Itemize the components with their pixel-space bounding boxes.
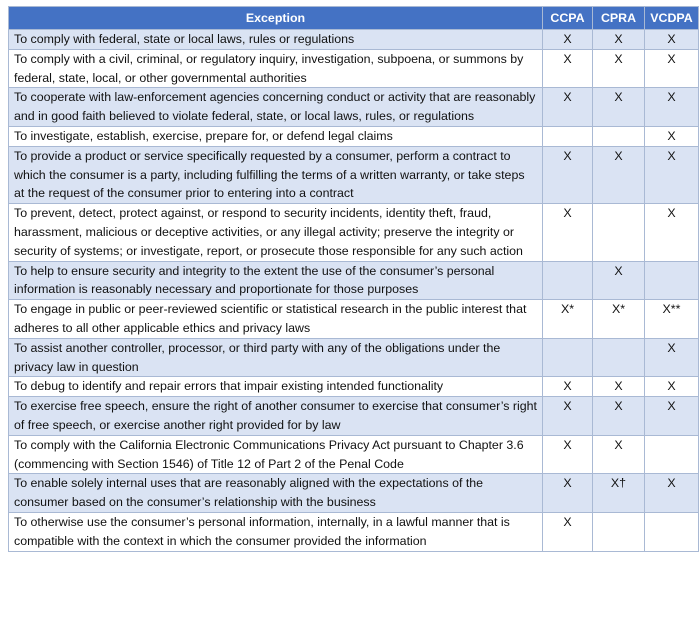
ccpa-cell: X* bbox=[543, 300, 593, 339]
cpra-cell: X bbox=[593, 377, 645, 397]
ccpa-cell: X bbox=[543, 397, 593, 436]
exception-cell: To exercise free speech, ensure the right of another consumer to exercise that consumer’s right of free speech, or exercise another right provided for by law bbox=[9, 397, 543, 436]
cpra-cell: X bbox=[593, 88, 645, 127]
exception-cell: To otherwise use the consumer’s personal information, internally, in a lawful manner that is compatible with the context in which the consumer provided the information bbox=[9, 512, 543, 551]
exception-cell: To assist another controller, processor, or third party with any of the obligations under the privacy law in question bbox=[9, 338, 543, 377]
exception-cell: To comply with a civil, criminal, or regulatory inquiry, investigation, subpoena, or summons by federal, state, local, or other governmental authorities bbox=[9, 49, 543, 88]
ccpa-cell: X bbox=[543, 88, 593, 127]
table-row bbox=[9, 377, 699, 397]
ccpa-cell: X bbox=[543, 474, 593, 513]
table-row bbox=[9, 126, 699, 146]
table-row bbox=[9, 49, 699, 88]
table-row bbox=[9, 397, 699, 436]
ccpa-cell bbox=[543, 261, 593, 300]
header-ccpa: CCPA bbox=[543, 7, 593, 30]
exception-cell: To investigate, establish, exercise, prepare for, or defend legal claims bbox=[9, 126, 543, 146]
table-row bbox=[9, 88, 699, 127]
cpra-cell bbox=[593, 338, 645, 377]
cpra-cell bbox=[593, 512, 645, 551]
cpra-cell: X bbox=[593, 146, 645, 203]
vcdpa-cell: X bbox=[645, 397, 699, 436]
ccpa-cell: X bbox=[543, 377, 593, 397]
ccpa-cell bbox=[543, 126, 593, 146]
ccpa-cell: X bbox=[543, 512, 593, 551]
exception-cell: To comply with the California Electronic Communications Privacy Act pursuant to Chapter 3.6 (commencing with Section 1546) of Title 12 of Part 2 of the Penal Code bbox=[9, 435, 543, 474]
vcdpa-cell: X bbox=[645, 204, 699, 261]
exception-cell: To engage in public or peer-reviewed scientific or statistical research in the public interest that adheres to all other applicable ethics and privacy laws bbox=[9, 300, 543, 339]
ccpa-cell: X bbox=[543, 49, 593, 88]
cpra-cell bbox=[593, 204, 645, 261]
table-row bbox=[9, 435, 699, 474]
cpra-cell: X bbox=[593, 435, 645, 474]
vcdpa-cell bbox=[645, 512, 699, 551]
exceptions-table bbox=[8, 6, 699, 552]
vcdpa-cell: X bbox=[645, 126, 699, 146]
exception-cell: To help to ensure security and integrity to the extent the use of the consumer’s personal information is reasonably necessary and proportionate for those purposes bbox=[9, 261, 543, 300]
ccpa-cell: X bbox=[543, 146, 593, 203]
cpra-cell: X bbox=[593, 261, 645, 300]
cpra-cell: X bbox=[593, 397, 645, 436]
table-row bbox=[9, 30, 699, 50]
ccpa-cell: X bbox=[543, 30, 593, 50]
vcdpa-cell: X bbox=[645, 88, 699, 127]
vcdpa-cell: X bbox=[645, 377, 699, 397]
vcdpa-cell: X bbox=[645, 49, 699, 88]
cpra-cell: X* bbox=[593, 300, 645, 339]
table-row bbox=[9, 474, 699, 513]
header-vcdpa: VCDPA bbox=[645, 7, 699, 30]
cpra-cell bbox=[593, 126, 645, 146]
exception-cell: To debug to identify and repair errors that impair existing intended functionality bbox=[9, 377, 543, 397]
exception-cell: To provide a product or service specifically requested by a consumer, perform a contract to which the consumer is a party, including fulfilling the terms of a written warranty, or take steps at the request of the consumer prior to entering into a contract bbox=[9, 146, 543, 203]
ccpa-cell: X bbox=[543, 435, 593, 474]
cpra-cell: X bbox=[593, 30, 645, 50]
header-exception: Exception bbox=[9, 7, 543, 30]
vcdpa-cell: X bbox=[645, 338, 699, 377]
vcdpa-cell: X bbox=[645, 30, 699, 50]
header-row bbox=[9, 7, 699, 30]
vcdpa-cell bbox=[645, 435, 699, 474]
vcdpa-cell: X** bbox=[645, 300, 699, 339]
vcdpa-cell: X bbox=[645, 146, 699, 203]
exception-cell: To prevent, detect, protect against, or respond to security incidents, identity theft, fraud, harassment, malicious or deceptive activities, or any illegal activity; preserve the integrity or security of systems; or investigate, report, or prosecute those responsible for any such action bbox=[9, 204, 543, 261]
table-row bbox=[9, 338, 699, 377]
header-cpra: CPRA bbox=[593, 7, 645, 30]
table-row bbox=[9, 146, 699, 203]
vcdpa-cell bbox=[645, 261, 699, 300]
cpra-cell: X bbox=[593, 49, 645, 88]
exception-cell: To cooperate with law-enforcement agencies concerning conduct or activity that are reasonably and in good faith believed to violate federal, state, or local laws, rules, or regulations bbox=[9, 88, 543, 127]
ccpa-cell bbox=[543, 338, 593, 377]
exception-cell: To comply with federal, state or local laws, rules or regulations bbox=[9, 30, 543, 50]
table-row bbox=[9, 261, 699, 300]
exception-cell: To enable solely internal uses that are reasonably aligned with the expectations of the consumer based on the consumer’s relationship with the business bbox=[9, 474, 543, 513]
cpra-cell: X† bbox=[593, 474, 645, 513]
ccpa-cell: X bbox=[543, 204, 593, 261]
vcdpa-cell: X bbox=[645, 474, 699, 513]
table-row bbox=[9, 300, 699, 339]
table-row bbox=[9, 512, 699, 551]
table-row bbox=[9, 204, 699, 261]
